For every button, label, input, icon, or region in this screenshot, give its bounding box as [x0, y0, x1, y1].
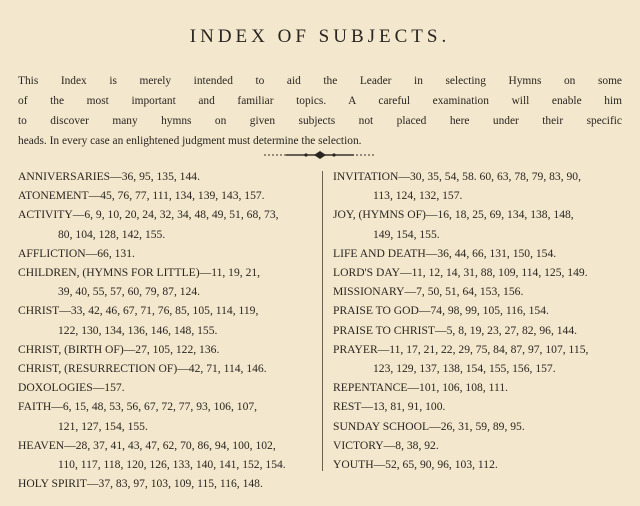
index-entry — [18, 186, 310, 205]
index-entry-heading: SUNDAY SCHOOL—26, 31, 59, 89, 95. — [333, 419, 525, 433]
index-entry-continuation: 80, 104, 128, 142, 155. — [58, 227, 166, 241]
index-entry — [18, 301, 310, 339]
intro-paragraph — [18, 71, 622, 151]
index-entry — [18, 340, 310, 359]
index-entry-heading: REPENTANCE—101, 106, 108, 111. — [333, 381, 509, 395]
divider-ornament — [264, 150, 376, 160]
index-entry — [333, 301, 623, 320]
index-entry-continuation: 39, 40, 55, 57, 60, 79, 87, 124. — [58, 285, 201, 299]
intro-line: heads. In every case an enlightened judgment must determine the selection. — [18, 135, 362, 147]
index-entry-heading: ANNIVERSARIES—36, 95, 135, 144. — [18, 170, 200, 183]
index-entry-heading: LORD'S DAY—11, 12, 14, 31, 88, 109, 114, 125, 149. — [333, 266, 588, 280]
index-entry — [18, 359, 310, 378]
index-entry-heading: ATONEMENT—45, 76, 77, 111, 134, 139, 143, 157. — [18, 189, 265, 203]
index-entry — [18, 436, 310, 474]
index-entry-heading: LIFE AND DEATH—36, 44, 66, 131, 150, 154. — [333, 246, 557, 260]
index-entry-continuation: 121, 127, 154, 155. — [58, 419, 148, 433]
index-entry — [333, 417, 623, 436]
index-entry — [333, 378, 623, 397]
index-column-right — [333, 167, 623, 474]
index-entry-heading: AFFLICTION—66, 131. — [18, 246, 135, 260]
index-entry-heading: INVITATION—30, 35, 54, 58. 60, 63, 78, 79, 83, 90, — [333, 170, 581, 183]
index-entry-heading: JOY, (HYMNS OF)—16, 18, 25, 69, 134, 138, 148, — [333, 208, 574, 222]
index-entry-heading: HOLY SPIRIT—37, 83, 97, 103, 109, 115, 116, 148. — [18, 477, 263, 491]
index-entry — [333, 321, 623, 340]
index-entry — [333, 436, 623, 455]
intro-line: of the most important and familiar topics. A careful examination will enable him — [18, 95, 622, 107]
index-entry-continuation: 110, 117, 118, 120, 126, 133, 140, 141, 152, 154. — [58, 458, 286, 472]
column-divider — [322, 171, 323, 471]
index-entry-heading: CHILDREN, (HYMNS FOR LITTLE)—11, 19, 21, — [18, 266, 261, 280]
index-column-left — [18, 167, 310, 493]
index-entry — [333, 263, 623, 282]
index-entry — [18, 397, 310, 435]
index-entry-heading: CHRIST, (RESURRECTION OF)—42, 71, 114, 146. — [18, 362, 267, 376]
index-entry — [333, 244, 623, 263]
index-entry — [333, 397, 623, 416]
index-entry — [333, 455, 623, 474]
index-entry-heading: PRAYER—11, 17, 21, 22, 29, 75, 84, 87, 97, 107, 115, — [333, 342, 589, 356]
index-entry — [18, 205, 310, 243]
index-entry-continuation: 122, 130, 134, 136, 146, 148, 155. — [58, 323, 218, 337]
index-entry — [333, 340, 623, 378]
index-entry — [18, 378, 310, 397]
index-entry — [18, 263, 310, 301]
index-entry-heading: MISSIONARY—7, 50, 51, 64, 153, 156. — [333, 285, 524, 299]
index-entry — [18, 167, 310, 186]
index-entry-continuation: 113, 124, 132, 157. — [373, 189, 463, 203]
index-entry-continuation: 149, 154, 155. — [373, 227, 440, 241]
index-entry-heading: CHRIST—33, 42, 46, 67, 71, 76, 85, 105, 114, 119, — [18, 304, 259, 318]
intro-line: to discover many hymns on given subjects not placed here under their specific — [18, 115, 622, 127]
index-entry — [333, 205, 623, 243]
intro-line: This Index is merely intended to aid the Leader in selecting Hymns on some — [18, 75, 622, 87]
index-entry-heading: YOUTH—52, 65, 90, 96, 103, 112. — [333, 458, 498, 472]
index-entry-heading: FAITH—6, 15, 48, 53, 56, 67, 72, 77, 93, 106, 107, — [18, 400, 258, 414]
index-entry-heading: PRAISE TO GOD—74, 98, 99, 105, 116, 154. — [333, 304, 549, 318]
index-entry-heading: HEAVEN—28, 37, 41, 43, 47, 62, 70, 86, 94, 100, 102, — [18, 438, 276, 452]
index-entry-continuation: 123, 129, 137, 138, 154, 155, 156, 157. — [373, 362, 556, 376]
index-entry-heading: PRAISE TO CHRIST—5, 8, 19, 23, 27, 82, 96, 144. — [333, 323, 578, 337]
index-entry — [333, 282, 623, 301]
index-entry-heading: REST—13, 81, 91, 100. — [333, 400, 446, 414]
index-entry-heading: VICTORY—8, 38, 92. — [333, 438, 439, 452]
index-entry-heading: CHRIST, (BIRTH OF)—27, 105, 122, 136. — [18, 342, 220, 356]
index-entry — [333, 167, 623, 205]
index-entry-heading: DOXOLOGIES—157. — [18, 381, 125, 395]
index-entry — [18, 474, 310, 493]
page-title: INDEX OF SUBJECTS. — [189, 26, 451, 47]
index-entry-heading: ACTIVITY—6, 9, 10, 20, 24, 32, 34, 48, 49, 51, 68, 73, — [18, 208, 279, 222]
index-entry — [18, 244, 310, 263]
